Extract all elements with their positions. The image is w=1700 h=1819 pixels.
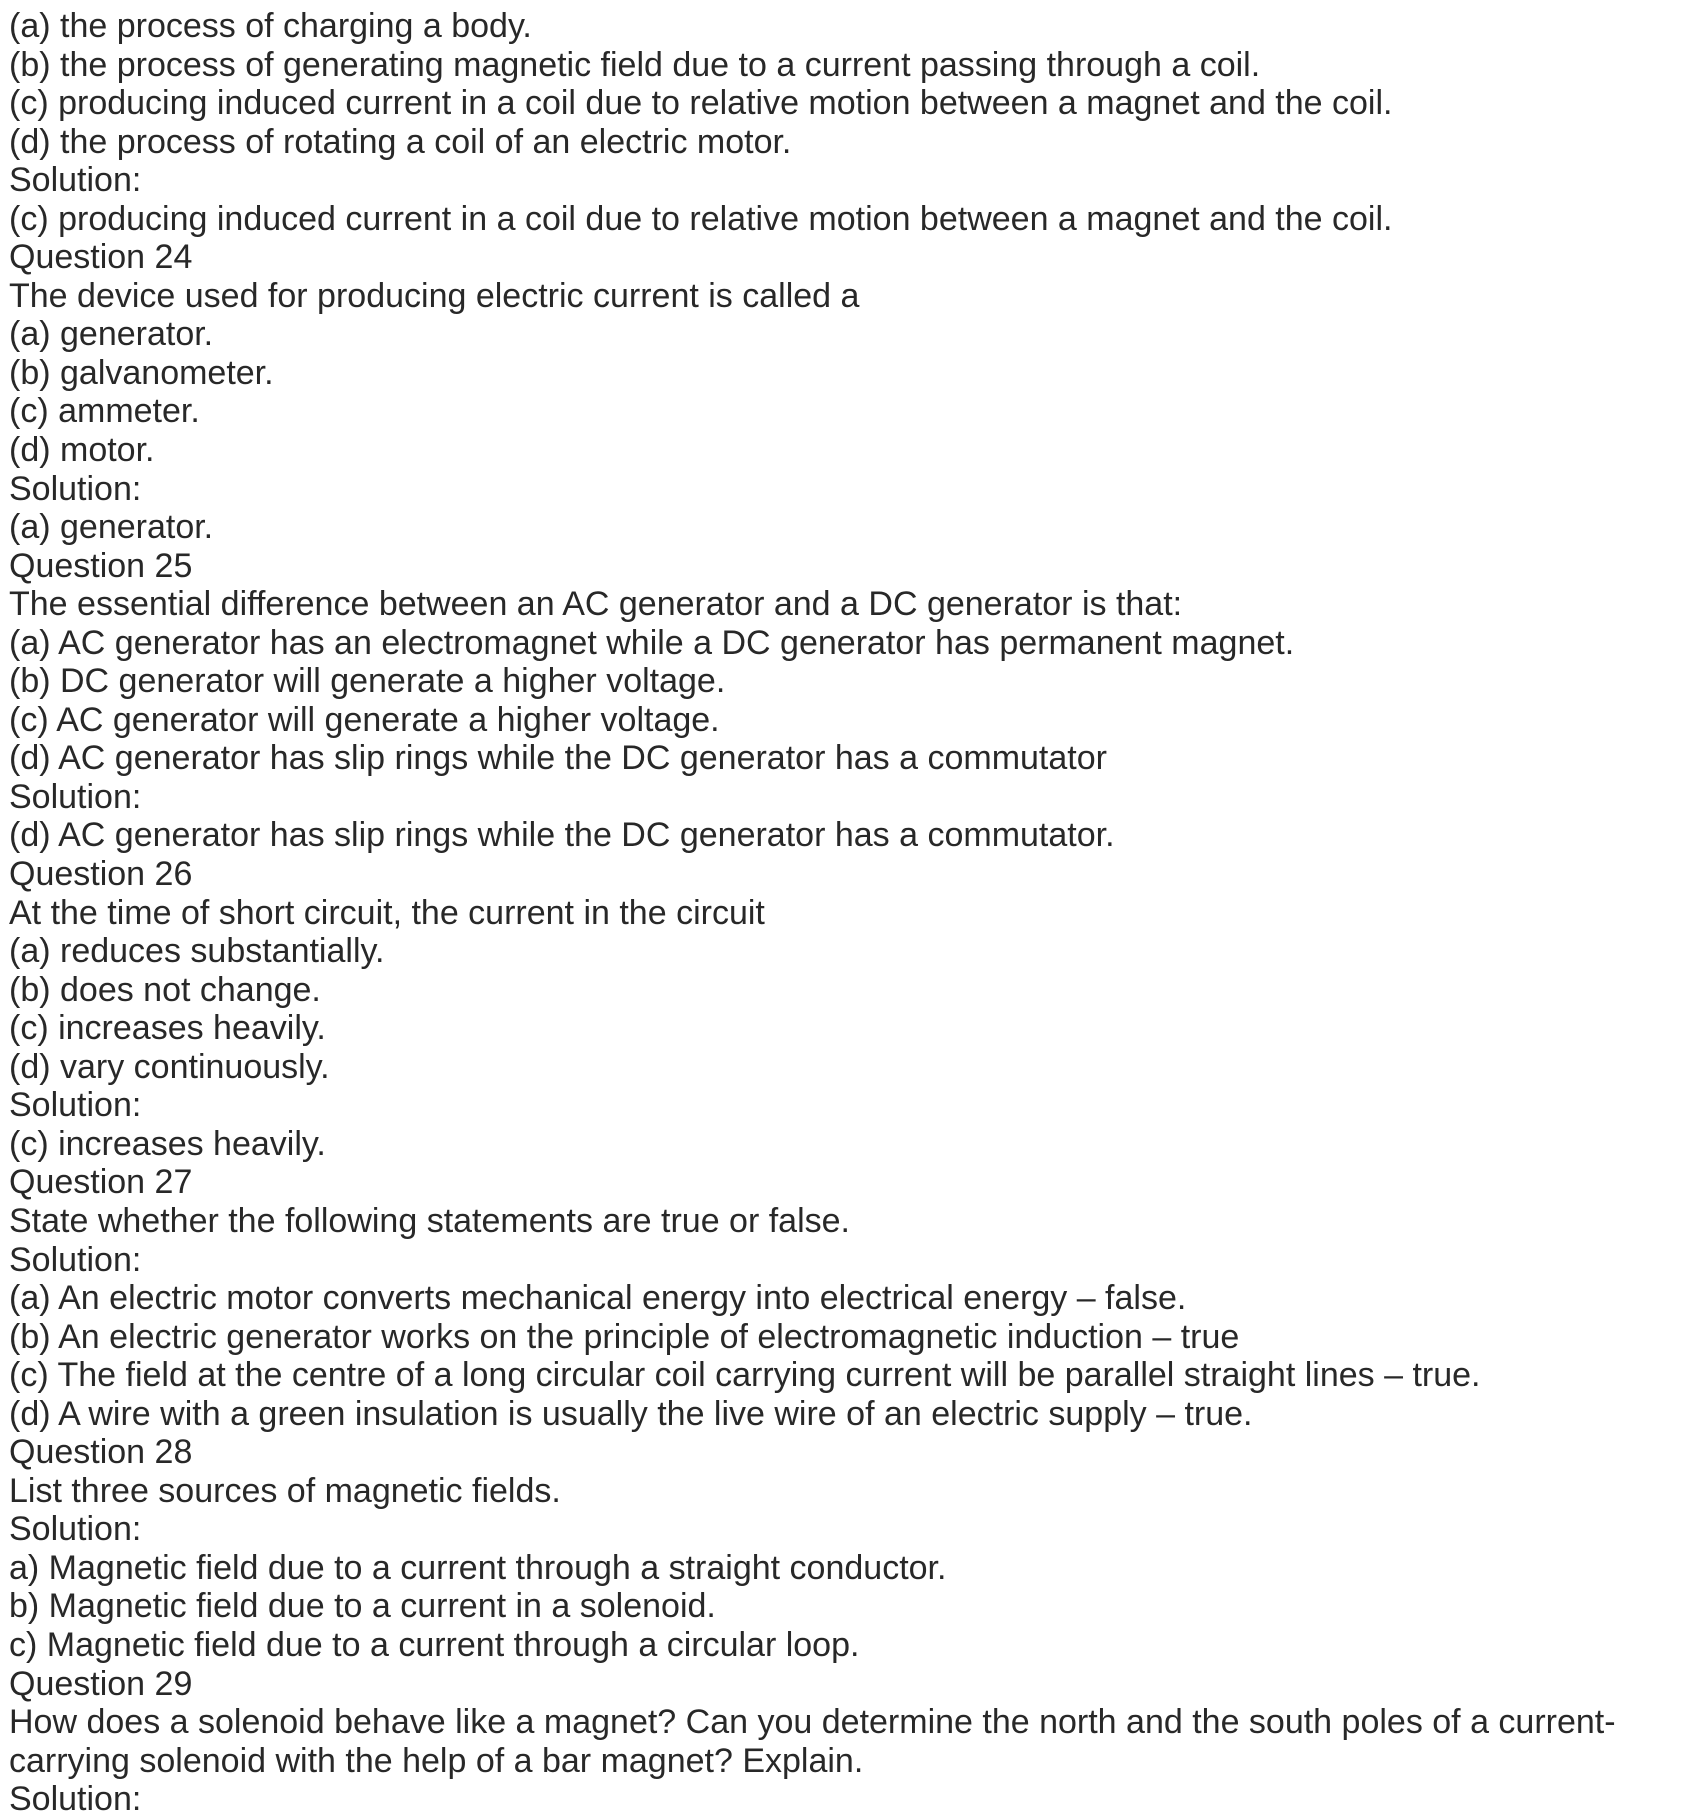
text-line: (d) vary continuously. (9, 1047, 330, 1086)
text-line: Question 26 (9, 855, 193, 894)
text-line: (d) A wire with a green insulation is usually the live wire of an electric supply – true. (9, 1394, 1253, 1433)
text-line: (a) generator. (9, 315, 214, 354)
text-line: (c) producing induced current in a coil due to relative motion between a magnet and the coil. (9, 84, 1393, 123)
text-line: The device used for producing electric current is called a (9, 276, 860, 315)
text-line: b) Magnetic field due to a current in a solenoid. (9, 1587, 716, 1626)
text-line: Solution: (9, 469, 142, 508)
text-line: Solution: (9, 1780, 142, 1819)
text-line: (b) the process of generating magnetic field due to a current passing through a coil. (9, 45, 1261, 84)
text-line: (a) reduces substantially. (9, 932, 385, 971)
text-line: At the time of short circuit, the current in the circuit (9, 893, 765, 932)
text-line: Solution: (9, 1240, 142, 1279)
text-line: (a) AC generator has an electromagnet while a DC generator has permanent magnet. (9, 623, 1295, 662)
text-line: (c) producing induced current in a coil due to relative motion between a magnet and the coil. (9, 199, 1393, 238)
text-line: Solution: (9, 1086, 142, 1125)
text-line: (c) The field at the centre of a long circular coil carrying current will be parallel straight lines – true. (9, 1356, 1481, 1395)
text-line: (a) the process of charging a body. (9, 7, 532, 45)
text-line: (d) AC generator has slip rings while the DC generator has a commutator (9, 739, 1107, 778)
text-line: (d) AC generator has slip rings while the DC generator has a commutator. (9, 816, 1115, 855)
text-line: How does a solenoid behave like a magnet? Can you determine the north and the south poles of a current- (9, 1703, 1616, 1742)
text-line: List three sources of magnetic fields. (9, 1471, 561, 1510)
text-line: (b) galvanometer. (9, 353, 274, 392)
text-line: The essential difference between an AC generator and a DC generator is that: (9, 585, 1183, 624)
text-line: (c) increases heavily. (9, 1009, 326, 1048)
text-line: (d) the process of rotating a coil of an electric motor. (9, 122, 792, 161)
text-line: Solution: (9, 161, 142, 200)
text-line: (c) AC generator will generate a higher voltage. (9, 700, 720, 739)
text-line: (b) DC generator will generate a higher voltage. (9, 662, 726, 701)
text-line: a) Magnetic field due to a current through a straight conductor. (9, 1548, 947, 1587)
text-line: (d) motor. (9, 431, 155, 470)
text-line: c) Magnetic field due to a current through a circular loop. (9, 1625, 860, 1664)
text-line: carrying solenoid with the help of a bar magnet? Explain. (9, 1741, 864, 1780)
text-line: Question 24 (9, 238, 193, 277)
text-line: Question 27 (9, 1163, 193, 1202)
document-body (9, 7, 1690, 1819)
text-line: (a) generator. (9, 508, 214, 547)
text-line: (b) does not change. (9, 970, 321, 1009)
text-line: (c) ammeter. (9, 392, 200, 431)
text-line: (c) increases heavily. (9, 1124, 326, 1163)
text-line: (b) An electric generator works on the principle of electromagnetic induction – true (9, 1317, 1240, 1356)
text-line: Solution: (9, 1510, 142, 1549)
text-line: (a) An electric motor converts mechanical energy into electrical energy – false. (9, 1279, 1187, 1318)
text-line: Question 25 (9, 546, 193, 585)
text-line: State whether the following statements are true or false. (9, 1201, 851, 1240)
text-line: Solution: (9, 777, 142, 816)
text-line: Question 29 (9, 1664, 193, 1703)
text-line: Question 28 (9, 1433, 193, 1472)
